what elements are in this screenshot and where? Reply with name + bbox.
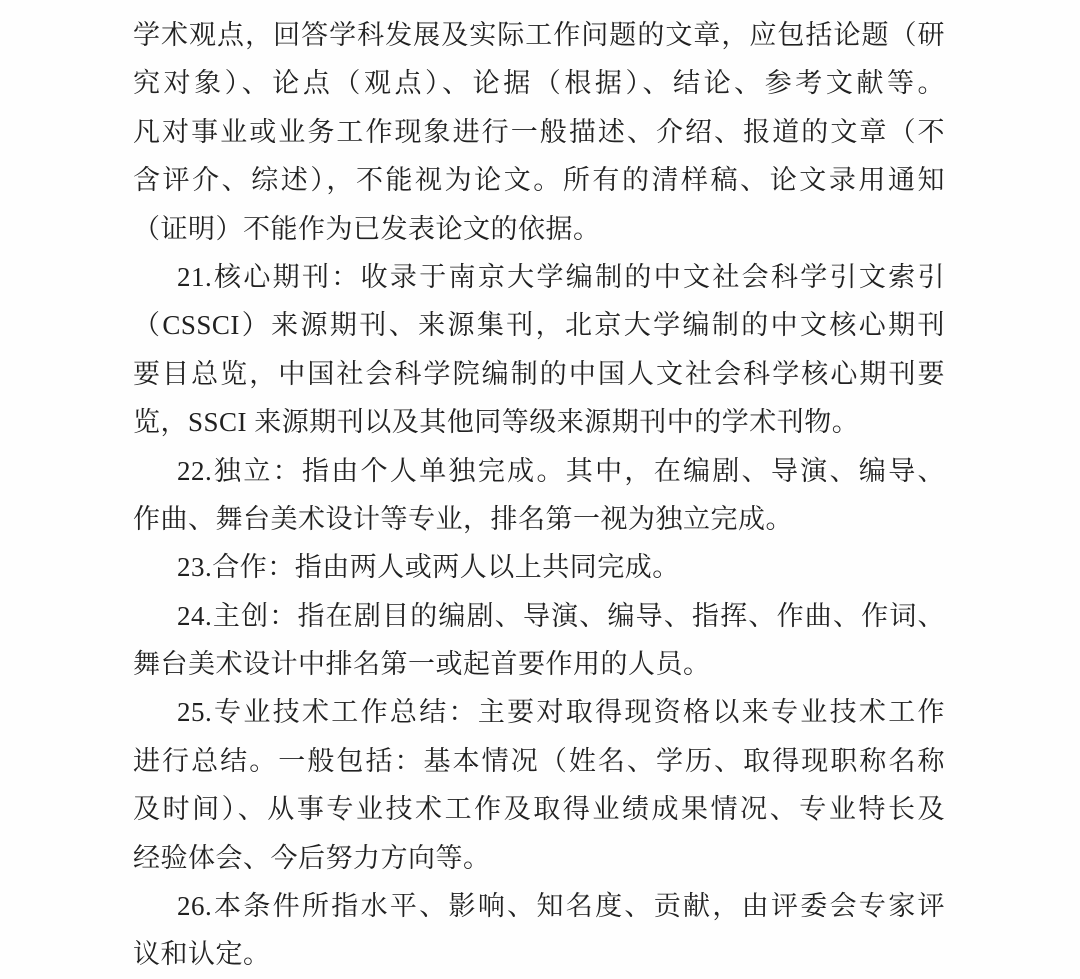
paragraph	[133, 253, 945, 447]
text-line: 24.主创：指在剧目的编剧、导演、编导、指挥、作曲、作词、	[177, 600, 945, 631]
paragraph	[133, 882, 945, 979]
text-line: 议和认定。	[133, 939, 271, 970]
document-content	[133, 11, 945, 979]
text-line: 凡对事业或业务工作现象进行一般描述、介绍、报道的文章（不	[133, 116, 945, 147]
text-line: 26.本条件所指水平、影响、知名度、贡献，由评委会专家评	[177, 891, 945, 922]
text-line: 作曲、舞台美术设计等专业，排名第一视为独立完成。	[133, 503, 793, 534]
text-line: 究对象）、论点（观点）、论据（根据）、结论、参考文献等。	[133, 68, 945, 99]
text-line: 21.核心期刊：收录于南京大学编制的中文社会科学引文索引	[177, 261, 945, 292]
paragraph	[133, 11, 945, 253]
text-line: 学术观点，回答学科发展及实际工作问题的文章，应包括论题（研	[133, 20, 945, 50]
text-line: 23.合作：指由两人或两人以上共同完成。	[177, 552, 680, 583]
text-line: 经验体会、今后努力方向等。	[133, 842, 491, 873]
paragraph	[133, 543, 945, 591]
text-line: 含评介、综述），不能视为论文。所有的清样稿、论文录用通知	[133, 165, 945, 196]
text-line: 22.独立：指由个人单独完成。其中，在编剧、导演、编导、	[177, 455, 945, 486]
text-line: 要目总览，中国社会科学院编制的中国人文社会科学核心期刊要	[133, 358, 945, 389]
paragraph	[133, 688, 945, 882]
text-line: 舞台美术设计中排名第一或起首要作用的人员。	[133, 649, 711, 680]
text-line: 进行总结。一般包括：基本情况（姓名、学历、取得现职称名称	[133, 745, 945, 776]
text-line: 25.专业技术工作总结：主要对取得现资格以来专业技术工作	[177, 697, 945, 728]
text-line: 览，SSCI 来源期刊以及其他同等级来源期刊中的学术刊物。	[133, 407, 860, 438]
paragraph	[133, 592, 945, 689]
text-line: （CSSCI）来源期刊、来源集刊，北京大学编制的中文核心期刊	[133, 310, 945, 341]
text-line: 及时间）、从事专业技术工作及取得业绩成果情况、专业特长及	[133, 794, 945, 825]
paragraph	[133, 447, 945, 544]
text-line: （证明）不能作为已发表论文的依据。	[133, 213, 601, 244]
